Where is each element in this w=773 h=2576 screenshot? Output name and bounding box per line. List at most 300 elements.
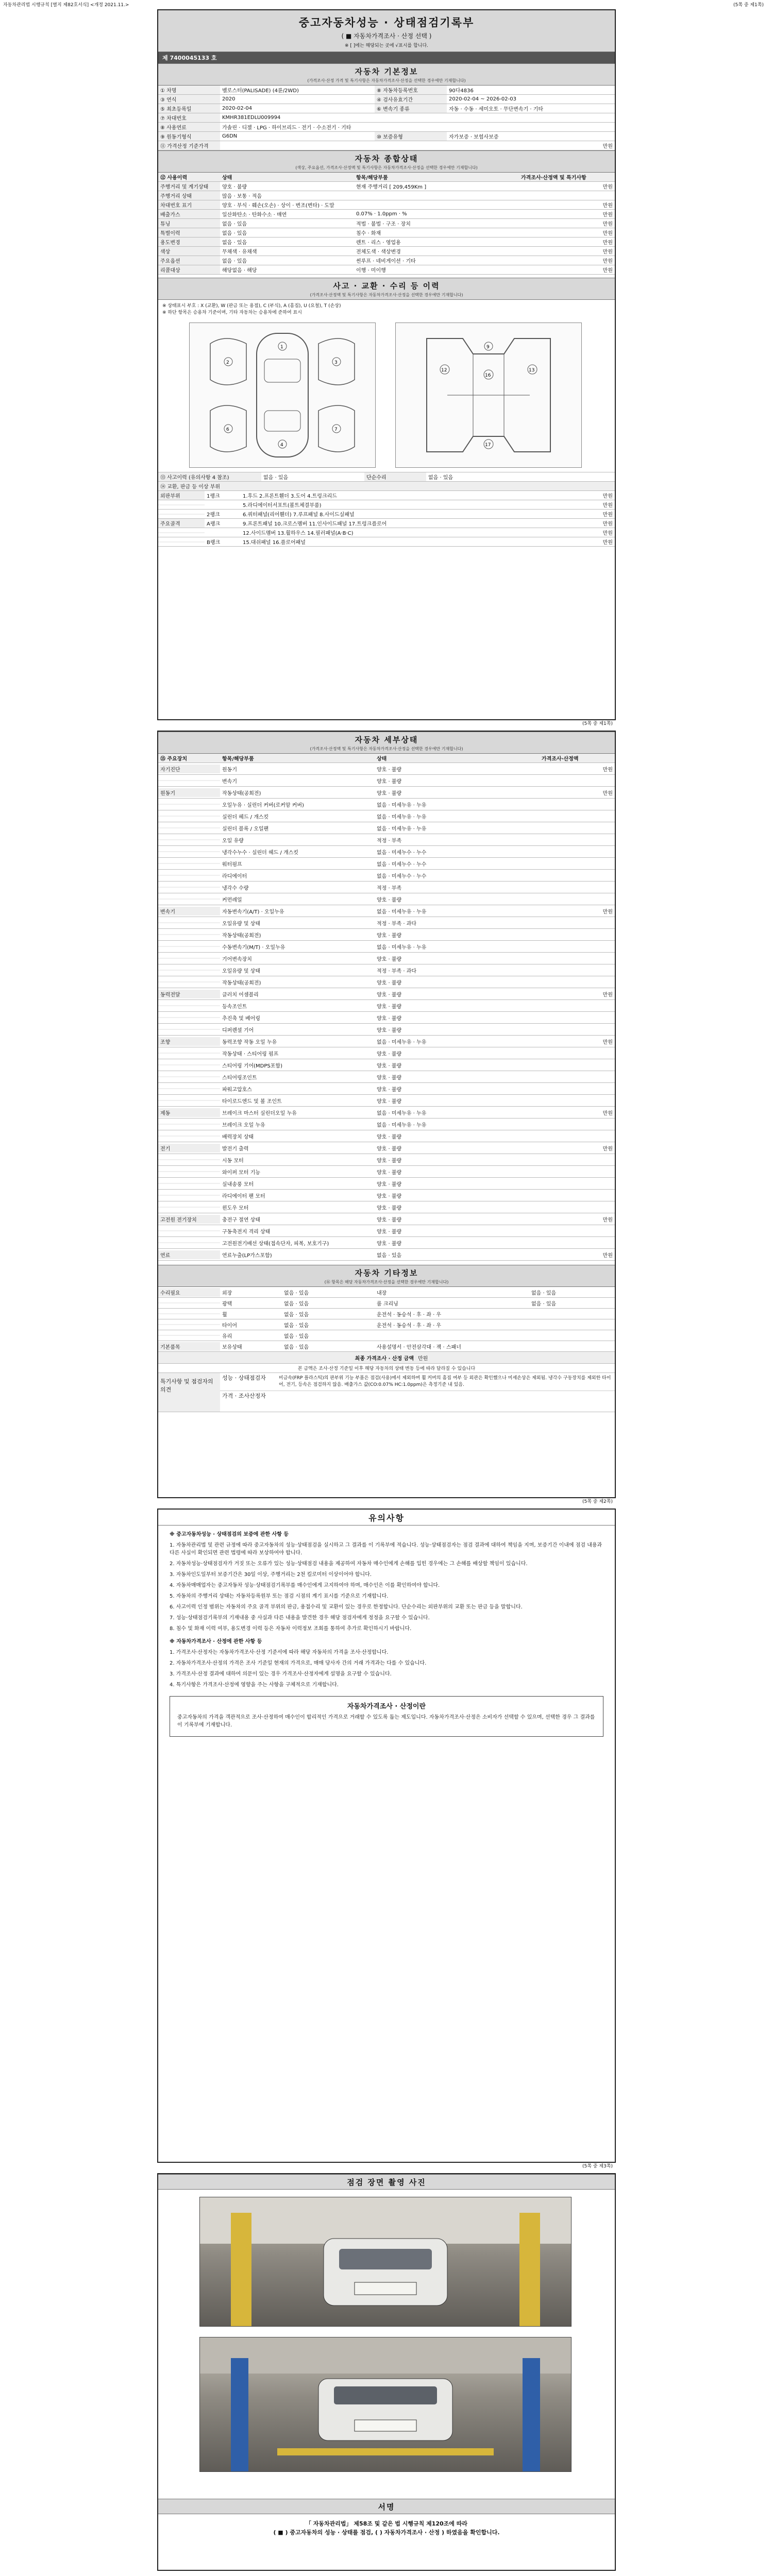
detail-row-state: 없음 · 있음 — [377, 1252, 402, 1259]
summary-row — [158, 219, 615, 228]
summary-row — [158, 228, 615, 238]
page-count-note: (5쪽 중 제1쪽) — [733, 3, 764, 8]
basic-row — [158, 104, 615, 113]
simple-repair-label: 단순수리 — [364, 472, 426, 481]
detail-row — [158, 1047, 615, 1059]
summary-head-cell: 상태 — [222, 175, 232, 181]
detail-row — [158, 1142, 615, 1154]
detail-row-price — [540, 804, 615, 805]
detail-row-group: 원동기 — [158, 788, 220, 797]
detail-row-item: 발전기 출력 — [222, 1146, 249, 1152]
detail-row-group: 연료 — [158, 1250, 220, 1259]
detail-row-price: 만원 — [602, 790, 613, 796]
summary-row — [158, 210, 615, 219]
detail-row-state: 없음 · 미세누수 · 누수 — [377, 873, 427, 879]
photos-header — [158, 2174, 615, 2190]
accident-group-price: 만원 — [602, 503, 613, 509]
detail-row-group — [158, 827, 220, 828]
accident-group-row — [158, 528, 615, 537]
detail-row — [158, 929, 615, 941]
special-row-value: 비금속(FRP 플라스틱)의 판부위 기능 부품은 점검(사용)에서 제외하며 휠 커버의 흠집 여부 등 외관은 확인했으나 미세손상은 제외됨. 냉각수 구동장치를 제외한 타이어, 전기, 등속은 점검하지 않음. 배출가스 값(CO:0.07% HC:1.0ppm)은 측정기준 내 있음. — [279, 1376, 611, 1387]
basic-label: ⑪ 가격산정 기준가격 — [158, 141, 220, 150]
detail-row-price — [540, 1207, 615, 1208]
summary-row-state: 양호 · 부식 · 훼손(오손) · 상이 · 변조(변타) · 도말 — [222, 203, 334, 209]
basic-value: 2020-02-04 ~ 2026-02-03 — [449, 96, 516, 102]
detail-row-state: 적정 · 부족 · 과다 — [377, 968, 417, 974]
detail-row — [158, 1000, 615, 1012]
others-row-item: 유리 — [222, 1333, 232, 1340]
summary-row-label: 주행거리 상태 — [158, 191, 220, 200]
others-subtitle: (⑯ 항목은 해당 자동차가격조사·산정을 선택한 경우에만 기재합니다) — [324, 1280, 449, 1284]
detail-row-item: 윈도우 모터 — [222, 1205, 249, 1211]
svg-text:9: 9 — [486, 345, 490, 350]
basic-row — [158, 123, 615, 132]
summary-row-label: 리콜대상 — [158, 265, 220, 274]
others-row-state: 없음 · 있음 — [284, 1333, 309, 1340]
detail-row-state: 없음 · 미세누수 · 누수 — [377, 850, 427, 856]
detail-row-group — [158, 946, 220, 947]
summary-row-label: 배출가스 — [158, 210, 220, 218]
detail-row — [158, 976, 615, 988]
accident-group-row — [158, 519, 615, 528]
others-row-group — [158, 1313, 220, 1314]
detail-row-group: 고전원 전기장치 — [158, 1215, 220, 1224]
detail-row-item: 충전구 절연 상태 — [222, 1217, 260, 1223]
sign-body — [158, 2514, 615, 2542]
summary-row-state: 없음 · 있음 — [222, 231, 247, 236]
detail-row-price: 만원 — [602, 909, 613, 915]
detail-row-state: 양호 · 불량 — [377, 1063, 402, 1069]
accident-title: 사고 · 교환 · 수리 등 이력 — [333, 281, 440, 291]
summary-table — [158, 173, 615, 275]
detail-row-item: 변속기 — [222, 778, 237, 785]
others-row — [158, 1319, 615, 1330]
detail-row-state: 양호 · 불량 — [377, 980, 402, 986]
others-row-item: 외장 — [222, 1290, 232, 1296]
detail-row — [158, 1225, 615, 1237]
others-row-item2: 운전석 · 동승석 · 후 · 좌 · 우 — [377, 1312, 442, 1318]
detail-row — [158, 1190, 615, 1201]
basic-value: 벨로스터(PALISADE) (4륜/2WD) — [222, 88, 299, 94]
detail-row-price — [540, 922, 615, 923]
accident-group-items: 12.사이드멤버 13.휠하우스 14.필러패널(A·B·C) — [243, 531, 354, 536]
doc-number-label: 제 — [162, 55, 168, 61]
detail-row — [158, 799, 615, 810]
detail-row-item: 구동축전지 격리 상태 — [222, 1229, 271, 1235]
inspection-photo-rear — [199, 2337, 572, 2472]
basic-row — [158, 95, 615, 104]
summary-rows — [158, 182, 615, 275]
notice-paragraph: 4. 자동차매매업자는 중고자동차 성능·상태점검기록부를 매수인에게 고지하여야 하며, 매수인은 이를 확인하여야 합니다. — [170, 1583, 440, 1588]
detail-row-price — [540, 839, 615, 840]
detail-row-group: 전기 — [158, 1144, 220, 1153]
others-row-state2 — [529, 1346, 615, 1347]
detail-row — [158, 834, 615, 846]
svg-text:6: 6 — [226, 427, 229, 432]
detail-row — [158, 893, 615, 905]
detail-row-group: 제동 — [158, 1108, 220, 1117]
simple-repair-value: 없음 · 있음 — [428, 475, 453, 481]
final-price-note-row — [158, 1364, 615, 1373]
summary-row-price: 만원 — [602, 212, 613, 218]
svg-text:4: 4 — [280, 443, 283, 448]
detail-row — [158, 1201, 615, 1213]
summary-row-state: 없음 · 있음 — [222, 222, 247, 227]
page-number: (5쪽 중 제1쪽) — [582, 721, 613, 726]
detail-row-item: 스티어링조인트 — [222, 1075, 257, 1081]
basic-row — [158, 86, 615, 95]
detail-row-state: 양호 · 불량 — [377, 1146, 402, 1152]
detail-row-item: 워터펌프 — [222, 861, 242, 868]
others-row-item2: 운전석 · 동승석 · 후 · 좌 · 우 — [377, 1323, 442, 1329]
summary-row — [158, 265, 615, 275]
accident-group-name — [158, 504, 205, 505]
others-row — [158, 1298, 615, 1309]
inspection-photo-front — [199, 2197, 572, 2327]
others-row-item2 — [375, 1335, 529, 1336]
detail-row-price — [540, 1029, 615, 1030]
car-outline-icon — [190, 323, 375, 467]
accident-group-row — [158, 491, 615, 500]
detail-row-item: 브레이크 마스터 실린더오일 누유 — [222, 1110, 297, 1116]
basic-info-table — [158, 86, 615, 150]
detail-row — [158, 1237, 615, 1249]
basic-value: G6DN — [222, 133, 238, 139]
accident-group-rank: B랭크 — [207, 540, 221, 546]
detail-row — [158, 787, 615, 799]
detail-row-group — [158, 1230, 220, 1231]
doc-number: 7400045133 — [170, 55, 210, 61]
detail-row-group — [158, 934, 220, 935]
detail-row-group — [158, 1242, 220, 1243]
detail-row-price — [540, 851, 615, 852]
page-4 — [157, 2173, 616, 2571]
detail-row-item: 배력장치 상태 — [222, 1134, 254, 1140]
detail-row — [158, 763, 615, 775]
basic-label: ⑨ 원동기형식 — [158, 132, 220, 141]
accident-group-rank — [205, 532, 241, 533]
detail-row-group — [158, 1076, 220, 1077]
notice-section-1: ※ 중고자동차성능 · 상태점검의 보증에 관한 사항 등 — [170, 1532, 289, 1537]
special-notes-body — [220, 1373, 615, 1412]
detail-row — [158, 1036, 615, 1047]
car-diagram-right — [395, 323, 582, 468]
notice-paragraph: 2. 자동차가격조사·산정의 가격은 조사 기준일 현재의 가격으로, 매매 당사자 간의 거래 가격과는 다를 수 있습니다. — [170, 1660, 427, 1666]
notice-paragraph: 4. 특기사항은 가격조사·산정에 영향을 주는 사항을 구체적으로 기재합니다. — [170, 1682, 339, 1688]
summary-row-label: 특별이력 — [158, 228, 220, 237]
summary-row-price: 만원 — [602, 184, 613, 190]
basic-row — [158, 141, 615, 150]
detail-row-price: 만원 — [602, 1252, 613, 1259]
detail-row-item: 디퍼렌셜 기어 — [222, 1027, 254, 1033]
summary-row — [158, 256, 615, 265]
detail-row-price — [540, 863, 615, 864]
detail-row-item: 냉각수누수 · 실린더 헤드 / 개스킷 — [222, 850, 299, 856]
detail-row-item: 타이로드엔드 및 볼 조인트 — [222, 1098, 282, 1105]
doc-header — [158, 10, 615, 52]
final-price-note: 본 금액은 조사·산정 기준일 이후 해당 자동차의 상태 변동 등에 따라 달라질 수 있습니다 — [297, 1366, 476, 1371]
detail-row-item: 브레이크 오일 누유 — [222, 1122, 265, 1128]
accident-group-items: 1.후드 2.프론트휀더 3.도어 4.트렁크리드 — [243, 494, 337, 499]
notice-paras — [170, 1541, 603, 1633]
summary-row-label: 용도변경 — [158, 238, 220, 246]
summary-row — [158, 200, 615, 210]
others-rows — [158, 1287, 615, 1352]
summary-row-label: 주행거리 및 계기상태 — [158, 182, 220, 191]
notice-section-2: ※ 자동차가격조사 · 산정에 관한 사항 등 — [170, 1639, 262, 1645]
accident-group-name — [158, 541, 205, 543]
detail-row-state: 없음 · 미세누유 · 누유 — [377, 802, 427, 808]
detail-row-price — [540, 1136, 615, 1137]
summary-head-row — [158, 173, 615, 182]
others-header — [158, 1265, 615, 1287]
others-row — [158, 1287, 615, 1298]
detail-row-state: 적정 · 부족 — [377, 838, 402, 844]
detail-row-state: 양호 · 불량 — [377, 1075, 402, 1081]
summary-row-detail: 이행 · 미이행 — [356, 268, 386, 274]
detail-row-state: 없음 · 미세누유 · 누유 — [377, 1110, 427, 1116]
detail-row — [158, 1107, 615, 1118]
detail-row-group — [158, 1183, 220, 1184]
detail-row-item: 작동상태(공회전) — [222, 933, 261, 939]
notice-paragraph: 6. 사고이력 인정 범위는 자동차의 주요 골격 부위의 판금, 용접수리 및 교환이 있는 경우로 한정합니다. 단순수리는 외판부위의 교환 또는 판금 등을 말합니다. — [170, 1604, 523, 1610]
detail-row-group — [158, 887, 220, 888]
special-row-value — [277, 1391, 615, 1412]
basic-value: 2020-02-04 — [222, 106, 253, 111]
others-row-item: 광택 — [222, 1301, 232, 1307]
detail-row-state: 양호 · 불량 — [377, 1193, 402, 1199]
others-row — [158, 1330, 615, 1341]
detail-row — [158, 858, 615, 870]
detail-title: 자동차 세부상태 — [355, 735, 418, 744]
summary-row-label: 차대번호 표기 — [158, 200, 220, 209]
others-row-item: 타이어 — [222, 1323, 237, 1329]
detail-row-state: 양호 · 불량 — [377, 992, 402, 998]
detail-row-price — [540, 1171, 615, 1172]
others-row-state: 없음 · 있음 — [284, 1301, 309, 1307]
detail-head-cell: 항목/해당부품 — [222, 756, 254, 762]
detail-row — [158, 1213, 615, 1225]
detail-row-state: 없음 · 미세누수 · 누수 — [377, 861, 427, 868]
summary-row-detail — [354, 205, 519, 206]
basic-value: 90다4836 — [449, 88, 474, 94]
frame-label-row — [158, 482, 615, 491]
summary-row-state: 양호 · 불량 — [222, 184, 247, 190]
summary-row-price: 만원 — [602, 222, 613, 227]
detail-row-item: 실내송풍 모터 — [222, 1181, 254, 1188]
notice-paragraph: 3. 자동차인도일부터 보증기간은 30일 이상, 주행거리는 2천 킬로미터 이상이어야 합니다. — [170, 1572, 372, 1578]
detail-row-item: 작동상태 · 스티어링 펌프 — [222, 1051, 279, 1057]
special-row — [220, 1373, 615, 1391]
svg-text:13: 13 — [529, 368, 535, 373]
detail-row-state: 양호 · 불량 — [377, 1241, 402, 1247]
detail-row-price — [540, 1017, 615, 1018]
detail-row — [158, 1118, 615, 1130]
notice-title: 유의사항 — [368, 1513, 405, 1523]
detail-head-cell: 상태 — [377, 756, 387, 762]
detail-row-item: 클러치 어셈블리 — [222, 992, 259, 998]
accident-history-row — [158, 472, 615, 482]
summary-row-price: 만원 — [602, 203, 613, 209]
detail-row — [158, 1166, 615, 1178]
doc-subtitle: ( ■ 자동차가격조사 · 산정 선택 ) — [341, 32, 432, 40]
detail-row-price — [540, 1124, 615, 1125]
accident-group-name: 외판부위 — [158, 491, 205, 500]
detail-row-item: 기어변속장치 — [222, 956, 252, 962]
doc-number-bar — [158, 52, 615, 63]
svg-text:7: 7 — [334, 427, 338, 432]
detail-row — [158, 882, 615, 893]
summary-row-detail: 적법 · 불법 · 구조 · 장치 — [356, 222, 411, 227]
basic-label: ⑧ 자동차등록번호 — [375, 86, 447, 94]
summary-row-detail: 침수 · 화재 — [356, 231, 381, 236]
detail-row-group — [158, 970, 220, 971]
summary-row-detail: 현재 주행거리 [ 209,459Km ] — [356, 184, 427, 190]
detail-row — [158, 953, 615, 964]
summary-row-state: 없음 · 있음 — [222, 240, 247, 246]
summary-head-cell: ⑫ 사용이력 — [160, 175, 188, 181]
car-frame-icon — [396, 323, 581, 467]
detail-row-state: 없음 · 미세누유 · 누유 — [377, 814, 427, 820]
accident-group-rank: 2랭크 — [207, 512, 220, 518]
car-diagram-area — [158, 317, 615, 472]
detail-row-price — [540, 1088, 615, 1089]
detail-row — [158, 988, 615, 1000]
detail-row-group — [158, 1171, 220, 1172]
detail-row-state: 양호 · 불량 — [377, 933, 402, 939]
final-price-value: 만원 — [418, 1355, 428, 1362]
detail-row-price: 만원 — [602, 1110, 613, 1116]
summary-subtitle: (색상, 주요옵션, 가격조사·산정액 및 특기사항은 자동차가격조사·산정을 선택한 경우에만 기재합니다) — [295, 165, 478, 170]
basic-value: 가솔린 · 디젤 · LPG · 하이브리드 · 전기 · 수소전기 · 기타 — [222, 125, 351, 131]
detail-row-state: 양호 · 불량 — [377, 1205, 402, 1211]
accident-group-rank: 1랭크 — [207, 494, 220, 499]
basic-row — [158, 113, 615, 123]
others-row-item: 휠 — [222, 1312, 227, 1318]
detail-row — [158, 870, 615, 882]
car-diagram-left — [189, 323, 376, 468]
others-row-state: 없음 · 있음 — [284, 1290, 309, 1296]
detail-row-group — [158, 1159, 220, 1160]
detail-row-item: 연료누출(LP가스포함) — [222, 1252, 272, 1259]
photos-title: 점검 장면 촬영 사진 — [347, 2178, 426, 2187]
detail-row-group — [158, 863, 220, 864]
summary-row-state: 해당없음 · 해당 — [222, 268, 257, 274]
summary-row-detail: 0.07% · 1.0ppm · % — [356, 211, 407, 217]
detail-row — [158, 775, 615, 787]
detail-row-price: 만원 — [602, 1146, 613, 1152]
svg-text:2: 2 — [226, 360, 229, 365]
basic-label: ① 차명 — [158, 86, 220, 94]
detail-row — [158, 1071, 615, 1083]
accident-group-rank — [205, 504, 241, 505]
accident-group-items: 15.대쉬패널 16.플로어패널 — [243, 540, 306, 546]
notice-paragraph: 2. 자동차성능·상태점검자가 거짓 또는 오류가 있는 성능·상태점검 내용을 제공하여 자동차 매수인에게 손해를 입힌 경우에는 그 손해를 배상할 책임이 있습니다. — [170, 1561, 528, 1567]
others-row-group — [158, 1324, 220, 1325]
basic-value — [220, 145, 540, 146]
detail-head-cell: ⑮ 주요장치 — [160, 756, 188, 762]
detail-row-price: 만원 — [602, 1039, 613, 1045]
accident-group-name — [158, 514, 205, 515]
detail-row — [158, 846, 615, 858]
detail-row-item: 시동 모터 — [222, 1158, 244, 1164]
detail-row — [158, 1249, 615, 1261]
detail-row-item: 작동상태(공회전) — [222, 980, 261, 986]
detail-row-state: 양호 · 불량 — [377, 1027, 402, 1033]
detail-row-item: 실린더 블록 / 오일팬 — [222, 826, 269, 832]
final-price-row — [158, 1352, 615, 1364]
detail-row-price — [540, 934, 615, 935]
doc-title: 중고자동차성능 · 상태점검기록부 — [298, 16, 475, 29]
summary-row — [158, 182, 615, 191]
detail-subtitle: (가격조사·산정액 및 특기사항은 자동차가격조사·산정을 선택한 경우에만 기재합니다) — [310, 747, 463, 751]
detail-row-state: 양호 · 불량 — [377, 1087, 402, 1093]
detail-row-item: 커먼레일 — [222, 897, 242, 903]
basic-label: ⑧ 사용연료 — [158, 123, 220, 131]
notice-paragraph: 5. 자동차의 주행거리 상태는 자동차등록원부 또는 점검 시점의 계기 표시를 기준으로 기재합니다. — [170, 1594, 389, 1599]
detail-row-price — [540, 780, 615, 781]
detail-row — [158, 941, 615, 953]
detail-row-item: 오일유량 및 상태 — [222, 968, 260, 974]
detail-row-group — [158, 981, 220, 982]
basic-value: KMHR381EDLU009994 — [222, 115, 281, 121]
detail-row — [158, 1178, 615, 1190]
detail-row-price — [540, 816, 615, 817]
detail-row-item: 오일누유 · 실린더 커버(로커암 커버) — [222, 802, 304, 808]
accident-group-items: 9.프론트패널 10.크로스멤버 11.인사이드패널 17.트렁크플로어 — [243, 521, 387, 527]
basic-label: ⑤ 최초등록일 — [158, 104, 220, 113]
detail-row-item: 와이퍼 모터 기능 — [222, 1170, 260, 1176]
detail-row-state: 양호 · 불량 — [377, 1004, 402, 1010]
detail-row-state: 적정 · 부족 · 과다 — [377, 921, 417, 927]
others-row-item2: 사용설명서 · 안전삼각대 · 잭 · 스패너 — [377, 1344, 461, 1350]
page-number: (5쪽 중 제2쪽) — [582, 1499, 613, 1504]
svg-text:12: 12 — [441, 368, 447, 373]
top-line — [0, 1, 773, 8]
detail-row-price — [540, 1053, 615, 1054]
detail-row-state: 없음 · 미세누유 · 누유 — [377, 1039, 427, 1045]
detail-row-price — [540, 899, 615, 900]
detail-row-group — [158, 922, 220, 923]
others-row-state: 없음 · 있음 — [284, 1344, 309, 1350]
summary-header — [158, 150, 615, 173]
notice-box — [170, 1696, 603, 1737]
summary-row-detail — [354, 195, 519, 196]
detail-row-state: 양호 · 불량 — [377, 1051, 402, 1057]
detail-row-price — [540, 1242, 615, 1243]
summary-row-detail: 렌트 · 리스 · 영업용 — [356, 240, 401, 246]
detail-row-state: 없음 · 미세누유 · 누유 — [377, 1122, 427, 1128]
accident-group-items: 6.쿼터패널(리어휀더) 7.루프패널 8.사이드실패널 — [243, 512, 355, 518]
detail-row-item: 등속조인트 — [222, 1004, 247, 1010]
accident-history-value: 없음 · 있음 — [263, 475, 289, 481]
summary-head-cell: 가격조사·산정액 및 특기사항 — [521, 175, 586, 181]
summary-row-price: 만원 — [602, 259, 613, 264]
summary-row-price — [519, 195, 615, 196]
accident-group-price: 만원 — [602, 494, 613, 499]
summary-row-label: 주요옵션 — [158, 256, 220, 265]
summary-row-price: 만원 — [602, 249, 613, 255]
detail-head-cell: 가격조사·산정액 — [542, 756, 579, 762]
accident-subtitle: (가격조사·산정액 및 특기사항은 자동차가격조사·산정을 선택한 경우에만 기재합니다) — [310, 293, 463, 297]
detail-row — [158, 822, 615, 834]
detail-row-group — [158, 780, 220, 781]
accident-group-row — [158, 510, 615, 519]
page-2 — [157, 731, 616, 1504]
detail-row-price: 만원 — [602, 767, 613, 773]
others-row-state2 — [529, 1324, 615, 1325]
frame-label: ⑭ 교환, 판금 등 이상 부위 — [160, 484, 221, 490]
